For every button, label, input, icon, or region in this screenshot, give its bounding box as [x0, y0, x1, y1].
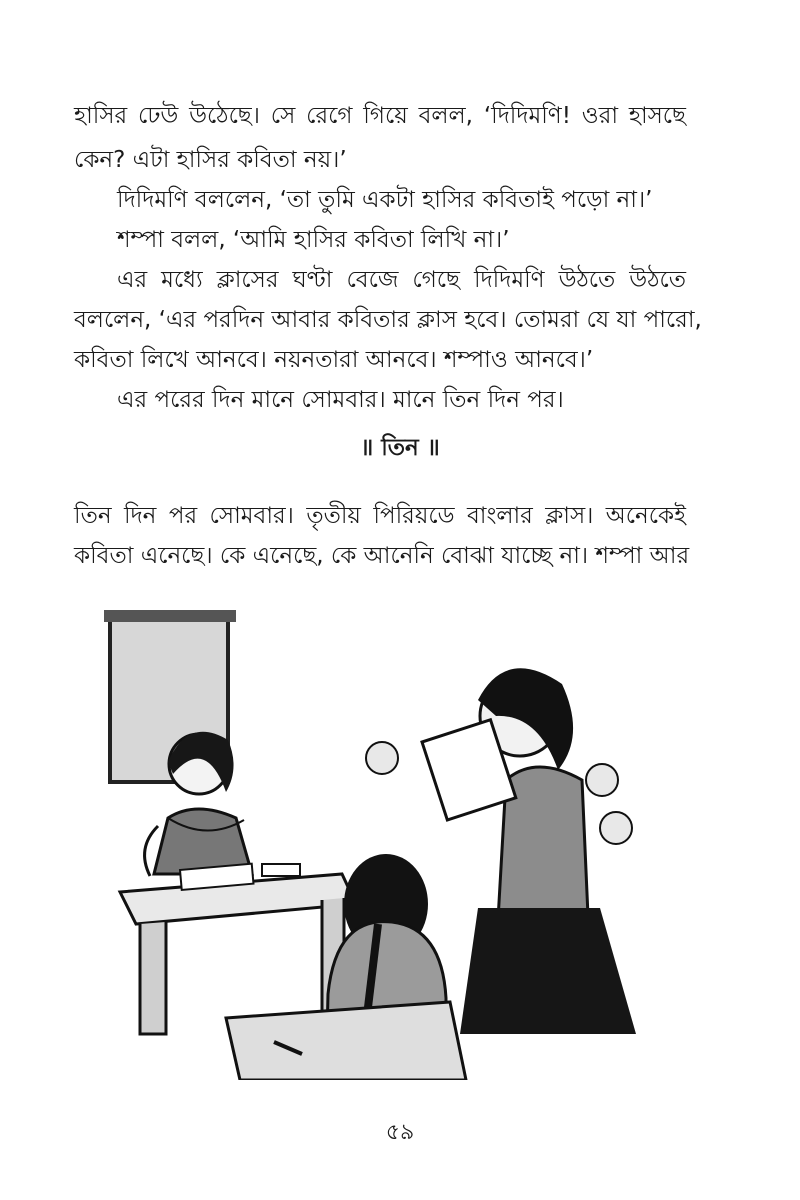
- paragraph-6-line-2: কবিতা এনেছে। কে এনেছে, কে আনেনি বোঝা যাচ্ছে না। শম্পা আর: [74, 543, 690, 569]
- paragraph-4-line-2: বললেন, ‘এর পরদিন আবার কবিতার ক্লাস হবে। তোমরা যে যা পারো,: [74, 307, 702, 333]
- page-number: ৫৯: [385, 1120, 415, 1145]
- paragraph-4-line-1: এর মধ্যে ক্লাসের ঘণ্টা বেজে গেছে দিদিমণি উঠতে উঠতে: [117, 267, 686, 293]
- paragraph-6-line-1: তিন দিন পর সোমবার। তৃতীয় পিরিয়ডে বাংলার ক্লাস। অনেকেই: [74, 503, 686, 529]
- paragraph-3: শম্পা বলল, ‘আমি হাসির কবিতা লিখি না।’: [117, 227, 510, 253]
- paragraph-2: দিদিমণি বললেন, ‘তা তুমি একটা হাসির কবিতাই পড়ো না।’: [117, 187, 653, 213]
- paragraph-1-line-1: হাসির ঢেউ উঠেছে। সে রেগে গিয়ে বলল, ‘দিদিমণি! ওরা হাসছে: [74, 103, 686, 129]
- paragraph-4-line-3: কবিতা লিখে আনবে। নয়নতারা আনবে। শম্পাও আনবে।’: [74, 347, 594, 373]
- classroom-illustration: [96, 604, 642, 1080]
- paragraph-1-line-2: কেন? এটা হাসির কবিতা নয়।’: [74, 147, 347, 173]
- paragraph-5: এর পরের দিন মানে সোমবার। মানে তিন দিন পর।: [117, 387, 564, 413]
- section-heading: ॥ তিন ॥: [360, 435, 440, 461]
